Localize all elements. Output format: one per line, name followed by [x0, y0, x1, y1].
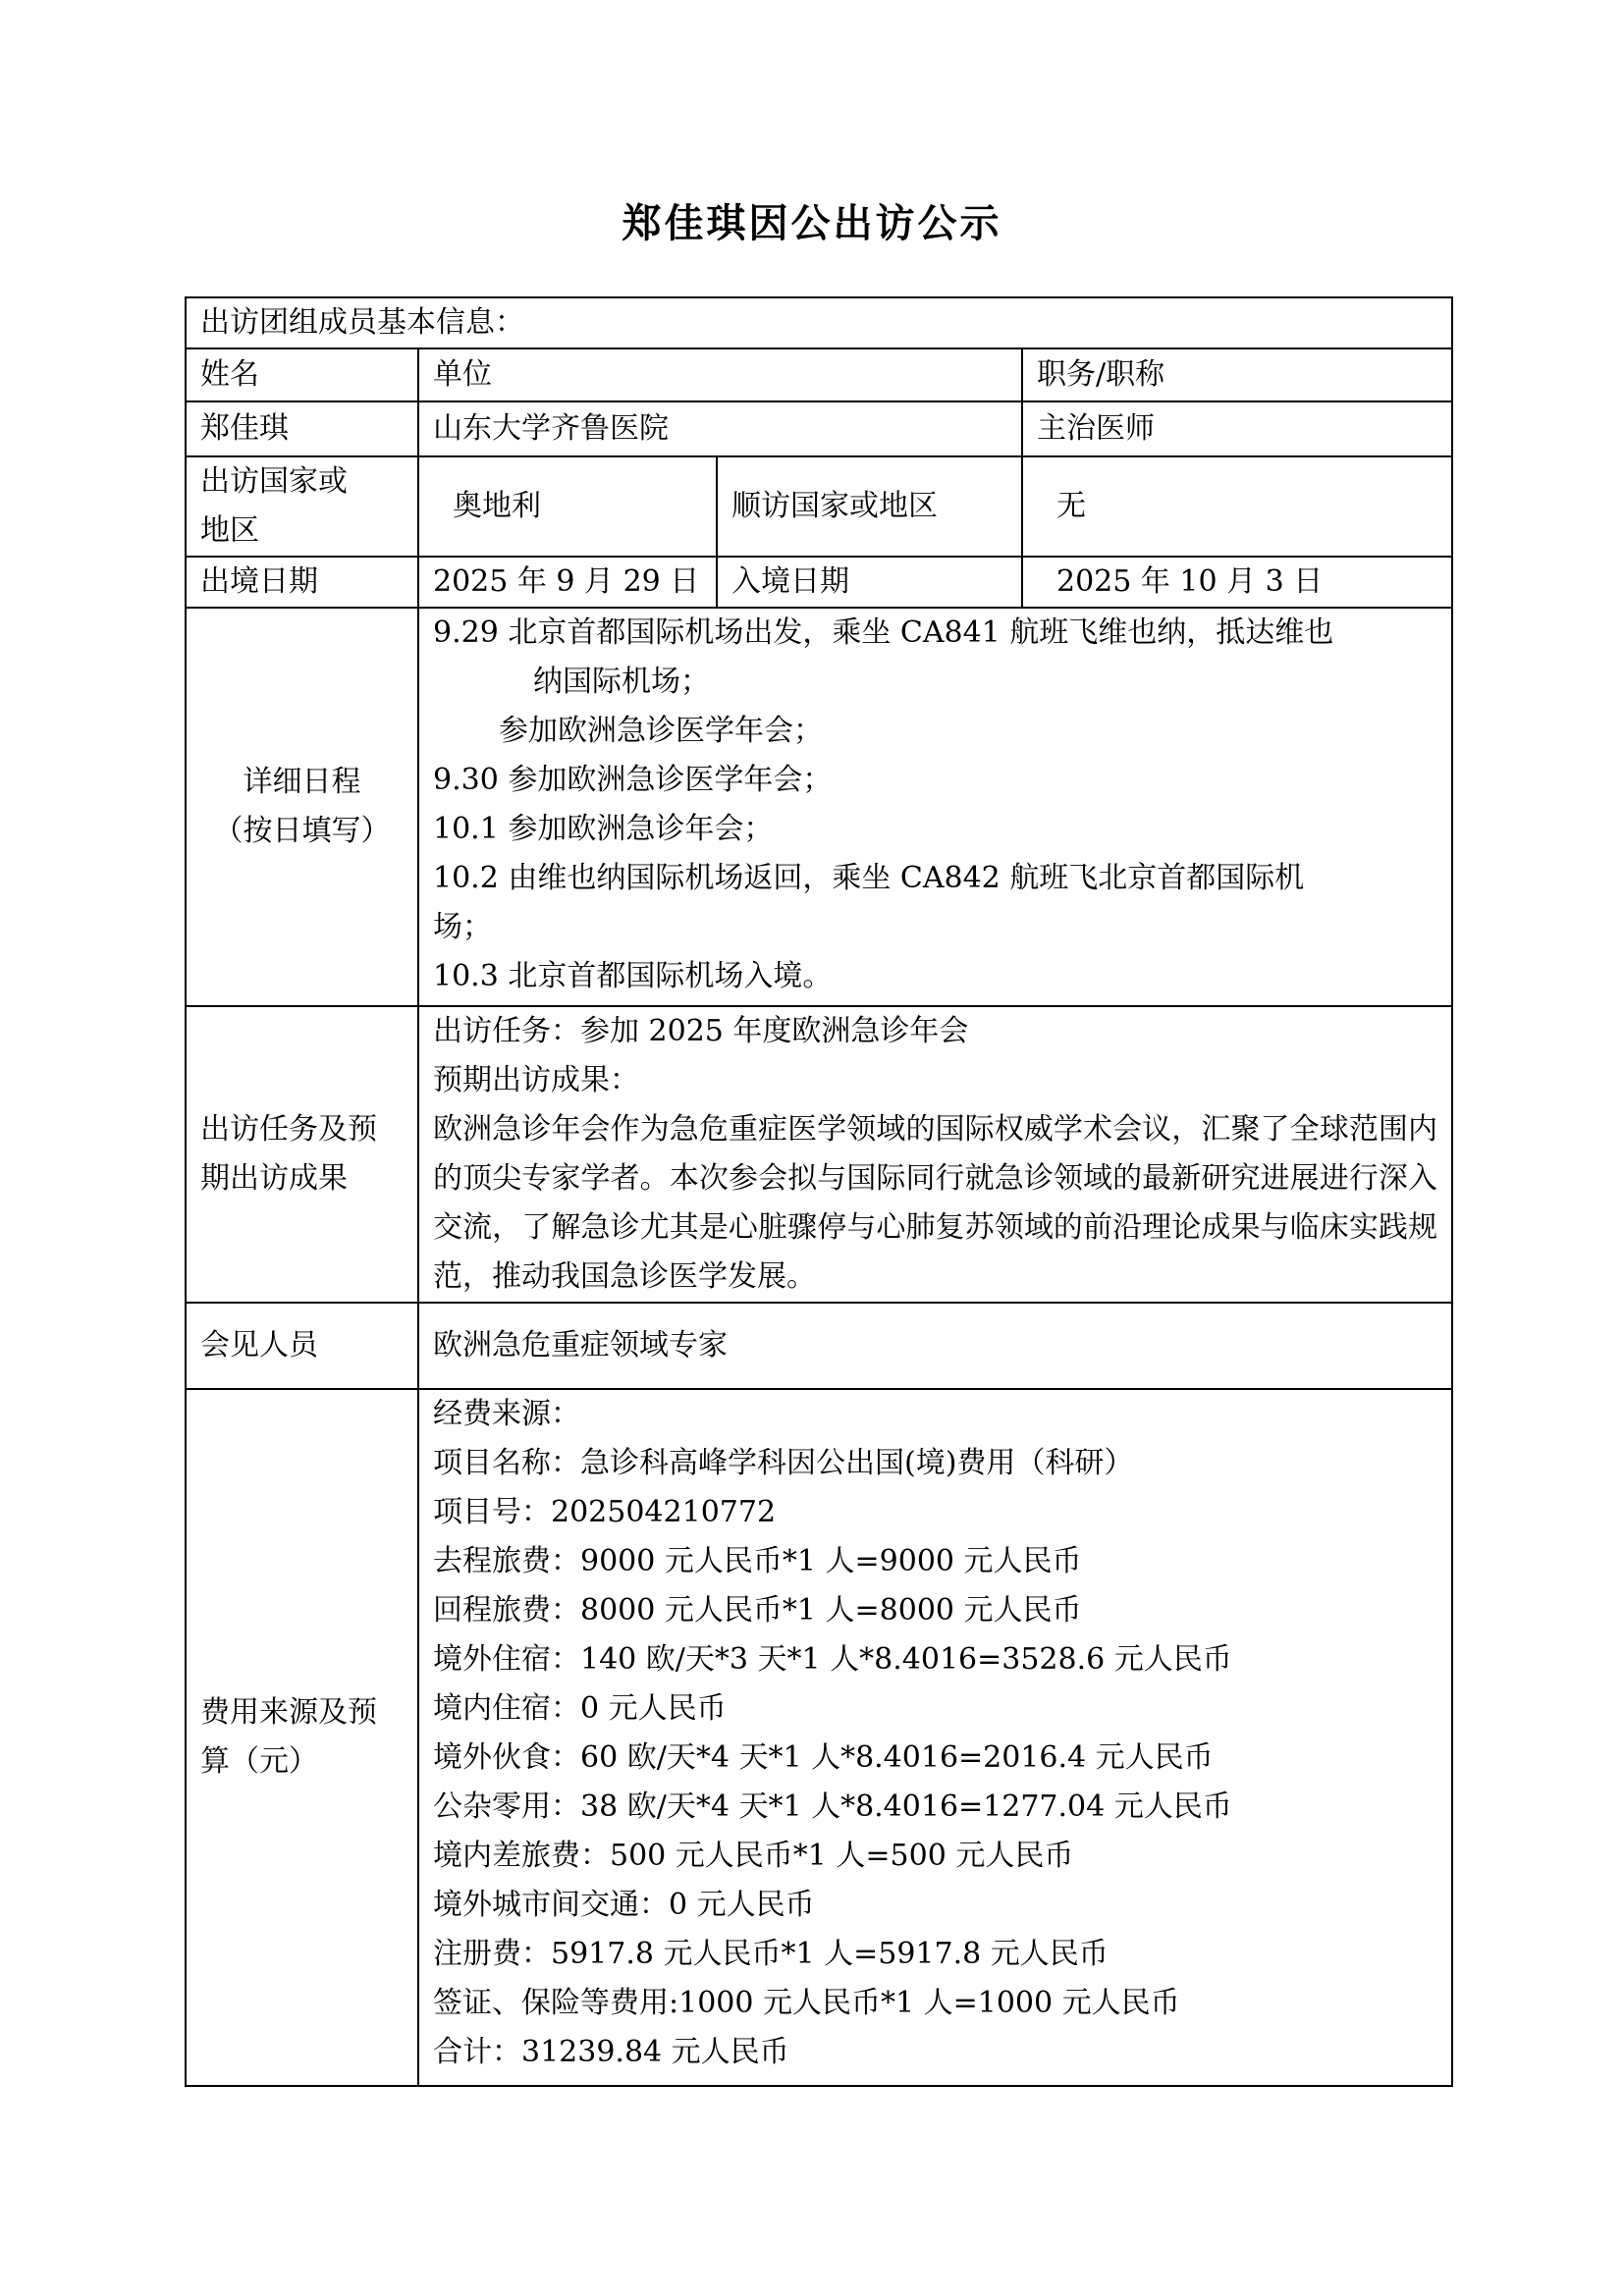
- task-label: [186, 1006, 418, 1303]
- member-info-header: 出访团组成员基本信息：: [186, 297, 1452, 348]
- budget-line: 境内差旅费：500 元人民币*1 人=500 元人民币: [433, 1839, 1074, 1873]
- budget-label-line-2: 算（元）: [200, 1744, 318, 1779]
- expected-text: 欧洲急诊年会作为急危重症医学领域的国际权威学术会议，汇聚了全球范围内的顶尖专家学者。本次参会拟与国际同行就急诊领域的最新研究进展进行深入交流，了解急诊尤其是心脏骤停与心肺复苏领域的前沿理论成果与临床实践规范，推动我国急诊医学发展。: [433, 1112, 1437, 1294]
- budget-line: 境外伙食：60 欧/天*4 天*1 人*8.4016=2016.4 元人民币: [433, 1740, 1214, 1775]
- budget-line: 境外住宿：140 欧/天*3 天*1 人*8.4016=3528.6 元人民币: [433, 1642, 1232, 1677]
- budget-label: [186, 1389, 418, 2086]
- member-name: 郑佳琪: [186, 401, 418, 456]
- budget-line: 公杂零用：38 欧/天*4 天*1 人*8.4016=1277.04 元人民币: [433, 1789, 1232, 1824]
- budget-line: 合计：31239.84 元人民币: [433, 2035, 789, 2069]
- budget-content: [418, 1389, 1452, 2086]
- member-unit: 山东大学齐鲁医院: [418, 401, 1022, 456]
- schedule-line: 9.29 北京首都国际机场出发，乘坐 CA841 航班飞维也纳，抵达维也: [433, 615, 1334, 650]
- schedule-content: [418, 608, 1452, 1006]
- budget-line: 项目号：202504210772: [433, 1495, 777, 1529]
- task-label-line-1: 出访任务及预: [200, 1112, 377, 1147]
- budget-line: 签证、保险等费用:1000 元人民币*1 人=1000 元人民币: [433, 1986, 1180, 2020]
- country-value: 奥地利: [418, 456, 717, 557]
- budget-line: 注册费：5917.8 元人民币*1 人=5917.8 元人民币: [433, 1937, 1109, 1971]
- budget-line: 境外城市间交通：0 元人民币: [433, 1888, 815, 1922]
- member-position: 主治医师: [1022, 401, 1452, 456]
- transit-label: 顺访国家或地区: [717, 456, 1022, 557]
- expected-label: 预期出访成果：: [433, 1063, 639, 1097]
- budget-line: 境内住宿：0 元人民币: [433, 1691, 727, 1726]
- schedule-line: 9.30 参加欧洲急诊医学年会；: [433, 763, 833, 797]
- schedule-line: 场；: [433, 910, 492, 944]
- budget-line: 经费来源：: [433, 1397, 580, 1431]
- transit-value: 无: [1022, 456, 1452, 557]
- page-title: 郑佳琪因公出访公示: [622, 201, 1002, 246]
- budget-label-line-1: 费用来源及预: [200, 1695, 377, 1730]
- col-name-header: 姓名: [186, 348, 418, 401]
- entry-date-label: 入境日期: [717, 557, 1022, 608]
- col-position-header: 职务/职称: [1022, 348, 1452, 401]
- schedule-line: 10.1 参加欧洲急诊年会；: [433, 812, 774, 846]
- schedule-label-line-2: （按日填写）: [213, 814, 391, 848]
- schedule-line: 10.2 由维也纳国际机场返回，乘坐 CA842 航班飞北京首都国际机: [433, 861, 1305, 895]
- meeting-label: 会见人员: [186, 1303, 418, 1389]
- exit-date-label: 出境日期: [186, 557, 418, 608]
- budget-line: 回程旅费：8000 元人民币*1 人=8000 元人民币: [433, 1593, 1082, 1628]
- schedule-line: 10.3 北京首都国际机场入境。: [433, 959, 833, 993]
- task-label-line-2: 期出访成果: [200, 1161, 348, 1196]
- budget-line: 项目名称：急诊科高峰学科因公出国(境)费用（科研）: [433, 1446, 1134, 1480]
- schedule-line: 参加欧洲急诊医学年会；: [499, 714, 823, 748]
- entry-date-value: 2025 年 10 月 3 日: [1022, 557, 1452, 608]
- schedule-line: 纳国际机场；: [533, 665, 710, 699]
- schedule-label-line-1: 详细日程: [243, 765, 361, 799]
- schedule-label: [186, 608, 418, 1006]
- mission-text: 出访任务：参加 2025 年度欧洲急诊年会: [433, 1014, 969, 1048]
- budget-line: 去程旅费：9000 元人民币*1 人=9000 元人民币: [433, 1544, 1082, 1578]
- country-label: 出访国家或地区: [186, 456, 418, 557]
- exit-date-value: 2025 年 9 月 29 日: [418, 557, 717, 608]
- col-unit-header: 单位: [418, 348, 1022, 401]
- disclosure-table: [185, 296, 1453, 2087]
- meeting-value: 欧洲急危重症领域专家: [418, 1303, 1452, 1389]
- task-content: [418, 1006, 1452, 1303]
